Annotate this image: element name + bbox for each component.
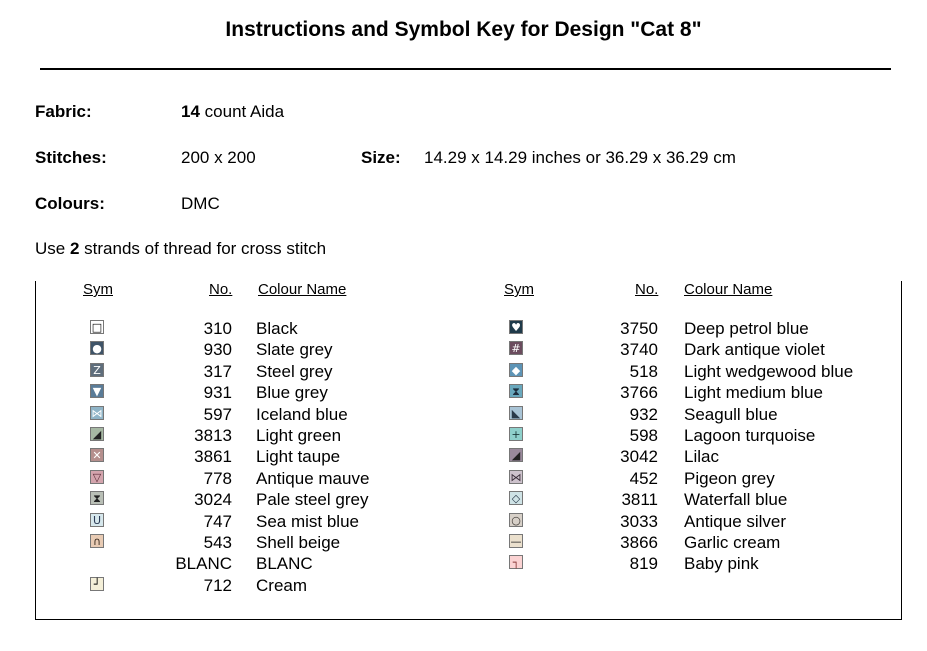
dmc-number: 310 xyxy=(203,319,232,338)
symbol-swatch-icon: ◇ xyxy=(509,491,523,505)
symbol-swatch-icon: U xyxy=(90,513,104,527)
dmc-number: 3024 xyxy=(194,490,232,510)
colour-name: Black xyxy=(256,319,298,338)
symbol-swatch-icon: ▽ xyxy=(90,470,104,484)
dmc-number: 747 xyxy=(203,511,232,531)
dmc-number: 930 xyxy=(203,340,232,360)
stitches-value: 200 x 200 xyxy=(181,148,256,167)
strands-pre: Use xyxy=(35,239,66,258)
dmc-number: 598 xyxy=(629,425,658,445)
dmc-number: BLANC xyxy=(175,554,232,574)
header-name-left: Colour Name xyxy=(258,281,347,298)
colour-name: Light taupe xyxy=(256,447,341,467)
header-no-right: No. xyxy=(635,281,659,298)
symbol-swatch-icon: ◢ xyxy=(90,427,104,441)
strands-count: 2 xyxy=(69,239,80,258)
size-value: 14.29 x 14.29 inches or 36.29 x 36.29 cm xyxy=(424,148,736,167)
colour-name: Pale steel grey xyxy=(256,490,369,510)
dmc-number: 712 xyxy=(203,575,232,595)
size-label: Size: xyxy=(361,148,401,167)
colour-name: Baby pink xyxy=(684,554,759,574)
dmc-number: 931 xyxy=(203,383,232,403)
symbol-swatch-icon: ∩ xyxy=(90,534,104,548)
colour-name: Steel grey xyxy=(256,361,333,381)
symbol-swatch-icon: ● xyxy=(90,341,104,355)
symbol-swatch-icon: Z xyxy=(90,363,104,377)
header-sym-left: Sym xyxy=(83,281,113,298)
colour-name: Garlic cream xyxy=(684,532,781,552)
symbol-swatch-icon: ◣ xyxy=(509,406,523,420)
dmc-number: 3766 xyxy=(620,383,658,403)
dmc-number: 932 xyxy=(629,404,658,424)
colour-name: Slate grey xyxy=(256,340,333,360)
colour-name: Pigeon grey xyxy=(684,468,775,488)
symbol-swatch-icon: + xyxy=(509,427,523,441)
dmc-number: 597 xyxy=(203,404,232,424)
dmc-number: 3042 xyxy=(620,447,658,467)
symbol-swatch-icon: ┐ xyxy=(509,555,523,569)
colour-name: Lilac xyxy=(684,447,719,467)
dmc-number: 3740 xyxy=(620,340,658,360)
symbol-swatch-icon: # xyxy=(509,341,523,355)
symbol-swatch-icon: ◢ xyxy=(509,448,523,462)
colour-name: Antique silver xyxy=(684,511,787,531)
colours-label: Colours: xyxy=(35,194,105,213)
colour-name: Cream xyxy=(256,575,308,595)
colour-name: BLANC xyxy=(256,554,313,574)
dmc-number: 819 xyxy=(629,554,658,574)
symbol-swatch-icon: ○ xyxy=(509,513,523,527)
dmc-number: 778 xyxy=(203,468,232,488)
symbol-swatch-icon: — xyxy=(510,534,522,548)
symbol-swatch-icon: ┘ xyxy=(90,577,104,591)
fabric-value xyxy=(181,102,284,122)
header-no-left: No. xyxy=(209,281,233,298)
symbol-swatch-icon xyxy=(90,555,104,569)
dmc-number: 452 xyxy=(629,468,658,488)
strands-instruction xyxy=(35,239,326,259)
symbol-swatch-icon: ✕ xyxy=(90,448,104,462)
dmc-number: 518 xyxy=(629,361,658,381)
colour-name: Antique mauve xyxy=(256,468,370,488)
title-divider xyxy=(40,68,891,70)
dmc-number: 317 xyxy=(203,361,232,381)
fabric-label: Fabric: xyxy=(35,102,92,121)
colour-name: Shell beige xyxy=(256,532,341,552)
dmc-number: 3033 xyxy=(620,511,658,531)
symbol-swatch-icon: ⧗ xyxy=(90,491,104,505)
colour-name: Waterfall blue xyxy=(684,490,788,510)
colour-name: Dark antique violet xyxy=(684,340,825,360)
strands-post: strands of thread for cross stitch xyxy=(84,239,327,258)
colour-name: Sea mist blue xyxy=(256,511,359,531)
symbol-swatch-icon: ▼ xyxy=(90,384,104,398)
symbol-swatch-icon: ⧗ xyxy=(509,384,523,398)
symbol-swatch-icon: ⋈ xyxy=(91,406,103,420)
colour-name: Blue grey xyxy=(256,383,328,403)
colour-name: Seagull blue xyxy=(684,404,778,424)
symbol-swatch-icon: ♥ xyxy=(509,320,523,334)
header-sym-right: Sym xyxy=(504,281,534,298)
header-name-right: Colour Name xyxy=(684,281,773,298)
colour-name: Deep petrol blue xyxy=(684,319,809,338)
symbol-key-table xyxy=(35,281,902,620)
stitches-label: Stitches: xyxy=(35,148,107,167)
colour-name: Lagoon turquoise xyxy=(684,425,816,445)
colour-name: Light green xyxy=(256,425,342,445)
symbol-swatch-icon: ◆ xyxy=(509,363,523,377)
symbol-swatch-icon: □ xyxy=(91,321,103,334)
symbol-swatch-icon: ⋈ xyxy=(510,470,522,484)
dmc-number: 3861 xyxy=(194,447,232,467)
dmc-number: 3813 xyxy=(194,425,232,445)
fabric-count: 14 xyxy=(181,102,200,121)
dmc-number: 3750 xyxy=(620,319,658,338)
dmc-number: 543 xyxy=(203,532,232,552)
colour-name: Light wedgewood blue xyxy=(684,361,854,381)
colour-name: Iceland blue xyxy=(256,404,348,424)
dmc-number: 3866 xyxy=(620,532,658,552)
colour-name: Light medium blue xyxy=(684,383,823,403)
fabric-text: count Aida xyxy=(204,102,285,121)
colours-value: DMC xyxy=(181,194,220,213)
page-title: Instructions and Symbol Key for Design "Cat 8" xyxy=(225,18,702,41)
dmc-number: 3811 xyxy=(621,490,658,510)
